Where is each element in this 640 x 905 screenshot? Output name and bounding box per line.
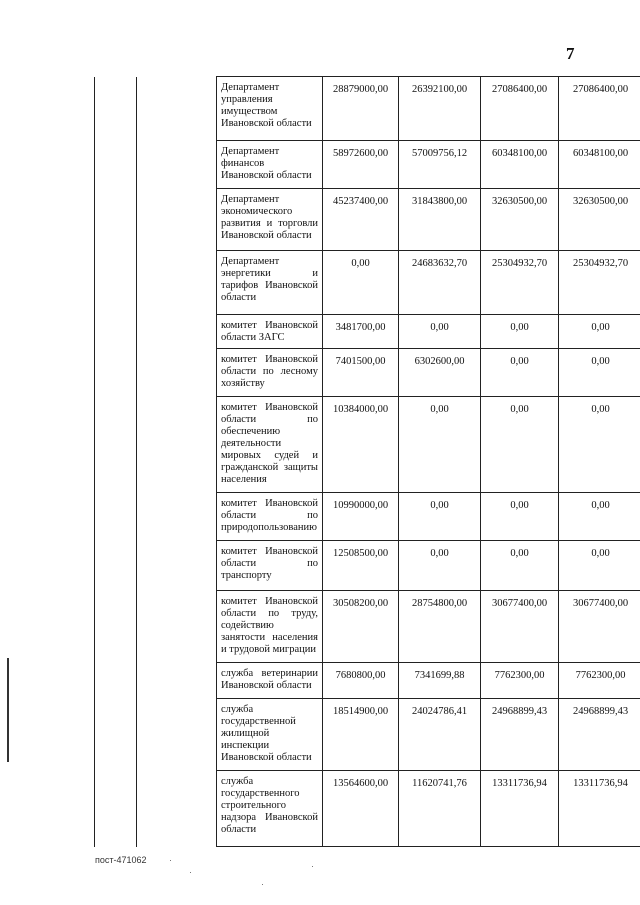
- amount-cell-v2: 0,00: [399, 541, 481, 591]
- blank-col-b: [137, 591, 217, 663]
- amount-cell-v2: 26392100,00: [399, 77, 481, 141]
- amount-cell-v1: 7401500,00: [323, 349, 399, 397]
- amount-cell-v4: 25304932,70: [559, 251, 640, 315]
- table-row: [95, 251, 640, 315]
- organization-name-cell: служба государственной жилищной инспекции Ивановской области: [217, 699, 323, 771]
- amount-cell-v3: 0,00: [481, 349, 559, 397]
- blank-col-a: [95, 251, 137, 315]
- organization-name-cell: комитет Ивановской области по обеспечению деятельности мировых судей и гражданской защиты населения: [217, 397, 323, 493]
- blank-col-b: [137, 315, 217, 349]
- blank-col-b: [137, 493, 217, 541]
- amount-cell-v4: 60348100,00: [559, 141, 640, 189]
- organization-name-cell: комитет Ивановской области по природопользованию: [217, 493, 323, 541]
- organization-name-cell: Департамент управления имуществом Ивановской области: [217, 77, 323, 141]
- amount-cell-v3: 7762300,00: [481, 663, 559, 699]
- scan-speck: [170, 860, 171, 861]
- organization-name-cell: Департамент финансов Ивановской области: [217, 141, 323, 189]
- blank-col-b: [137, 349, 217, 397]
- blank-col-b: [137, 189, 217, 251]
- scan-speck: [262, 884, 263, 885]
- amount-cell-v2: 57009756,12: [399, 141, 481, 189]
- amount-cell-v1: 45237400,00: [323, 189, 399, 251]
- amount-cell-v1: 13564600,00: [323, 771, 399, 847]
- blank-col-b: [137, 77, 217, 141]
- amount-cell-v4: 7762300,00: [559, 663, 640, 699]
- table-row: [95, 77, 640, 141]
- amount-cell-v1: 0,00: [323, 251, 399, 315]
- amount-cell-v3: 27086400,00: [481, 77, 559, 141]
- amount-cell-v1: 10384000,00: [323, 397, 399, 493]
- amount-cell-v1: 12508500,00: [323, 541, 399, 591]
- organization-name-cell: комитет Ивановской области по труду, содействию занятости населения и трудовой миграции: [217, 591, 323, 663]
- table-row: [95, 141, 640, 189]
- blank-col-a: [95, 141, 137, 189]
- amount-cell-v3: 24968899,43: [481, 699, 559, 771]
- blank-col-a: [95, 771, 137, 847]
- blank-col-b: [137, 541, 217, 591]
- footer-document-code: пост-471062: [95, 855, 147, 865]
- amount-cell-v1: 3481700,00: [323, 315, 399, 349]
- organization-name-cell: Департамент энергетики и тарифов Ивановской области: [217, 251, 323, 315]
- blank-col-a: [95, 189, 137, 251]
- amount-cell-v1: 10990000,00: [323, 493, 399, 541]
- amount-cell-v4: 24968899,43: [559, 699, 640, 771]
- scan-margin-mark: [7, 658, 9, 762]
- amount-cell-v1: 18514900,00: [323, 699, 399, 771]
- table-row: [95, 771, 640, 847]
- table-row: [95, 663, 640, 699]
- amount-cell-v4: 27086400,00: [559, 77, 640, 141]
- blank-col-b: [137, 699, 217, 771]
- amount-cell-v2: 24024786,41: [399, 699, 481, 771]
- blank-col-a: [95, 315, 137, 349]
- amount-cell-v2: 0,00: [399, 315, 481, 349]
- blank-col-b: [137, 141, 217, 189]
- blank-col-a: [95, 493, 137, 541]
- blank-col-b: [137, 663, 217, 699]
- budget-table: [94, 76, 640, 847]
- amount-cell-v1: 30508200,00: [323, 591, 399, 663]
- table-row: [95, 493, 640, 541]
- amount-cell-v4: 32630500,00: [559, 189, 640, 251]
- organization-name-cell: комитет Ивановской области по лесному хозяйству: [217, 349, 323, 397]
- amount-cell-v1: 7680800,00: [323, 663, 399, 699]
- amount-cell-v2: 28754800,00: [399, 591, 481, 663]
- amount-cell-v2: 7341699,88: [399, 663, 481, 699]
- blank-col-b: [137, 251, 217, 315]
- scan-speck: [190, 872, 191, 873]
- amount-cell-v3: 13311736,94: [481, 771, 559, 847]
- table-row: [95, 189, 640, 251]
- amount-cell-v2: 0,00: [399, 493, 481, 541]
- amount-cell-v3: 25304932,70: [481, 251, 559, 315]
- amount-cell-v2: 6302600,00: [399, 349, 481, 397]
- blank-col-a: [95, 663, 137, 699]
- blank-col-b: [137, 771, 217, 847]
- blank-col-b: [137, 397, 217, 493]
- amount-cell-v3: 0,00: [481, 541, 559, 591]
- blank-col-a: [95, 77, 137, 141]
- amount-cell-v4: 0,00: [559, 541, 640, 591]
- table-row: [95, 315, 640, 349]
- organization-name-cell: комитет Ивановской области ЗАГС: [217, 315, 323, 349]
- organization-name-cell: Департамент экономического развития и торговли Ивановской области: [217, 189, 323, 251]
- amount-cell-v2: 11620741,76: [399, 771, 481, 847]
- amount-cell-v2: 24683632,70: [399, 251, 481, 315]
- amount-cell-v3: 30677400,00: [481, 591, 559, 663]
- organization-name-cell: комитет Ивановской области по транспорту: [217, 541, 323, 591]
- blank-col-a: [95, 397, 137, 493]
- amount-cell-v4: 0,00: [559, 349, 640, 397]
- organization-name-cell: служба ветеринарии Ивановской области: [217, 663, 323, 699]
- amount-cell-v1: 28879000,00: [323, 77, 399, 141]
- table-row: [95, 541, 640, 591]
- blank-col-a: [95, 541, 137, 591]
- amount-cell-v2: 31843800,00: [399, 189, 481, 251]
- amount-cell-v4: 0,00: [559, 315, 640, 349]
- table-row: [95, 397, 640, 493]
- blank-col-a: [95, 349, 137, 397]
- blank-col-a: [95, 699, 137, 771]
- amount-cell-v1: 58972600,00: [323, 141, 399, 189]
- table-row: [95, 699, 640, 771]
- amount-cell-v3: 0,00: [481, 493, 559, 541]
- amount-cell-v2: 0,00: [399, 397, 481, 493]
- amount-cell-v3: 0,00: [481, 315, 559, 349]
- amount-cell-v4: 0,00: [559, 397, 640, 493]
- page-number: 7: [566, 44, 575, 63]
- amount-cell-v3: 60348100,00: [481, 141, 559, 189]
- table-row: [95, 591, 640, 663]
- amount-cell-v4: 0,00: [559, 493, 640, 541]
- table-row: [95, 349, 640, 397]
- scan-speck: [312, 866, 313, 867]
- amount-cell-v3: 0,00: [481, 397, 559, 493]
- amount-cell-v4: 13311736,94: [559, 771, 640, 847]
- amount-cell-v3: 32630500,00: [481, 189, 559, 251]
- blank-col-a: [95, 591, 137, 663]
- amount-cell-v4: 30677400,00: [559, 591, 640, 663]
- organization-name-cell: служба государственного строительного надзора Ивановской области: [217, 771, 323, 847]
